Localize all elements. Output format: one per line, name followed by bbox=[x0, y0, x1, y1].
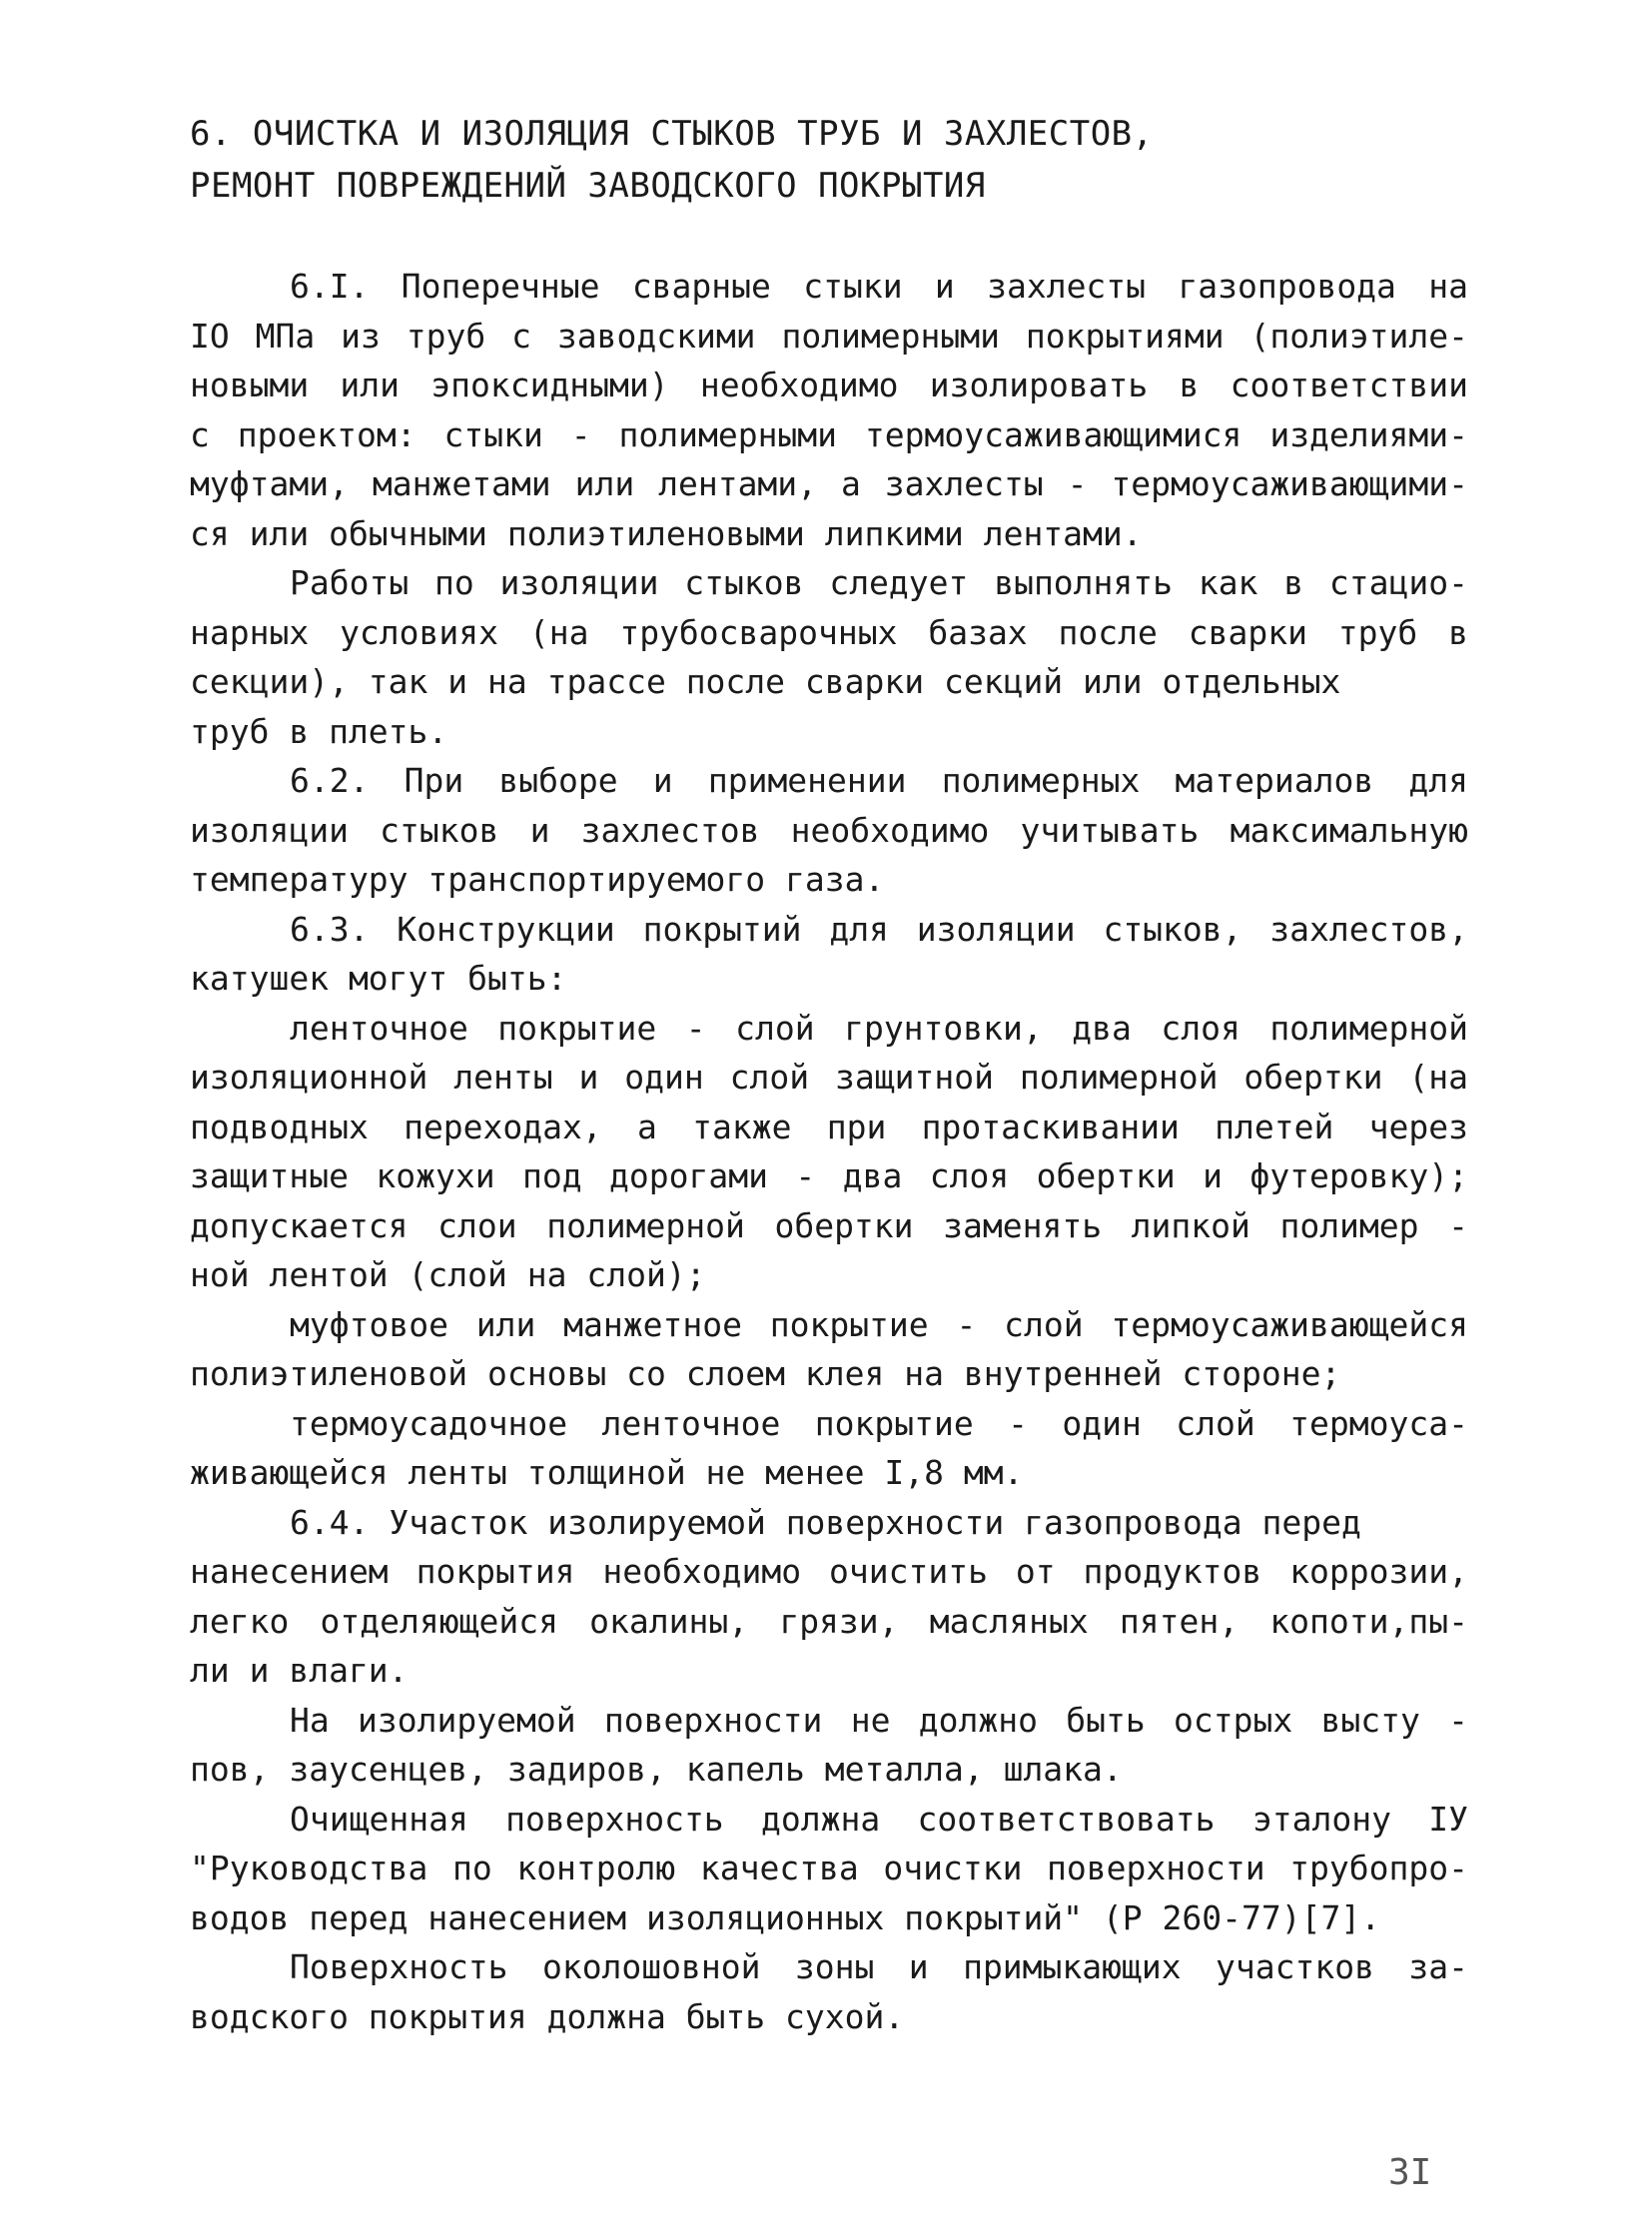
text-line: легко отделяющейся окалины, грязи, масляных пятен, копоти,пы- bbox=[190, 1601, 1468, 1641]
text-line: водского покрытия должна быть сухой. bbox=[190, 1996, 905, 2036]
text-line: допускается слои полимерной обертки заменять липкой полимер - bbox=[190, 1205, 1468, 1245]
text-line: Работы по изоляции стыков следует выполнять как в стацио- bbox=[290, 563, 1468, 602]
text-line: новыми или эпоксидными) необходимо изолировать в соответствии bbox=[190, 366, 1468, 404]
text-line: труб в плеть. bbox=[190, 711, 448, 751]
text-line: ленточное покрытие - слой грунтовки, два слоя полимерной bbox=[290, 1008, 1468, 1048]
text-line: изоляции стыков и захлестов необходимо учитывать максимальную bbox=[190, 810, 1468, 850]
text-line: полиэтиленовой основы со слоем клея на внутренней стороне; bbox=[190, 1354, 1341, 1393]
text-line: муфтами, манжетами или лентами, а захлесты - термоусаживающими- bbox=[190, 464, 1468, 503]
text-line: термоусадочное ленточное покрытие - один слой термоуса- bbox=[290, 1403, 1468, 1443]
text-line: ся или обычными полиэтиленовыми липкими лентами. bbox=[190, 513, 1143, 553]
text-line: нанесением покрытия необходимо очистить от продуктов коррозии, bbox=[190, 1552, 1468, 1591]
text-line: изоляционной ленты и один слой защитной полимерной обертки (на bbox=[190, 1058, 1468, 1097]
text-line: 6.2. При выборе и применении полимерных материалов для bbox=[290, 761, 1468, 800]
page-number: 3I bbox=[1388, 2152, 1432, 2193]
body-text bbox=[190, 262, 1468, 2041]
text-line: секции), так и на трассе после сварки секций или отдельных bbox=[190, 662, 1341, 701]
section-heading-line-2: РЕМОНТ ПОВРЕЖДЕНИЙ ЗАВОДСКОГО ПОКРЫТИЯ bbox=[190, 166, 986, 206]
text-line: "Руководства по контролю качества очистки поверхности трубопро- bbox=[190, 1849, 1468, 1887]
text-line: На изолируемой поверхности не должно быть острых высту - bbox=[290, 1700, 1468, 1740]
text-line: живающейся ленты толщиной не менее I,8 мм. bbox=[190, 1453, 1024, 1492]
text-line: Поверхность околошовной зоны и примыкающих участков за- bbox=[290, 1947, 1468, 1986]
text-line: ли и влаги. bbox=[190, 1651, 409, 1690]
text-line: муфтовое или манжетное покрытие - слой термоусаживающейся bbox=[290, 1304, 1468, 1344]
text-line: нарных условиях (на трубосварочных базах после сварки труб в bbox=[190, 612, 1468, 652]
section-heading-line-1: 6. ОЧИСТКА И ИЗОЛЯЦИЯ СТЫКОВ ТРУБ И ЗАХЛЕСТОВ, bbox=[190, 114, 1154, 154]
text-line: ной лентой (слой на слой); bbox=[190, 1255, 706, 1294]
text-line: с проектом: стыки - полимерными термоусаживающимися изделиями- bbox=[190, 414, 1468, 454]
text-line: водов перед нанесением изоляционных покрытий" (Р 260-77)[7]. bbox=[190, 1897, 1381, 1937]
section-heading bbox=[190, 108, 1488, 212]
text-line: подводных переходах, а также при протаскивании плетей через bbox=[190, 1107, 1468, 1146]
text-line: Очищенная поверхность должна соответствовать эталону IУ bbox=[290, 1799, 1468, 1839]
text-line: температуру транспортируемого газа. bbox=[190, 860, 885, 899]
text-line: катушек могут быть: bbox=[190, 959, 567, 998]
text-line: 6.4. Участок изолируемой поверхности газопровода перед bbox=[290, 1502, 1361, 1542]
text-line: 6.3. Конструкции покрытий для изоляции стыков, захлестов, bbox=[290, 909, 1468, 949]
text-line: защитные кожухи под дорогами - два слоя обертки и футеровку); bbox=[190, 1156, 1468, 1195]
text-line: 6.I. Поперечные сварные стыки и захлесты газопровода на bbox=[290, 267, 1468, 306]
text-line: IO МПа из труб с заводскими полимерными покрытиями (полиэтиле- bbox=[190, 316, 1468, 356]
text-line: пов, заусенцев, задиров, капель металла, шлака. bbox=[190, 1750, 1123, 1789]
